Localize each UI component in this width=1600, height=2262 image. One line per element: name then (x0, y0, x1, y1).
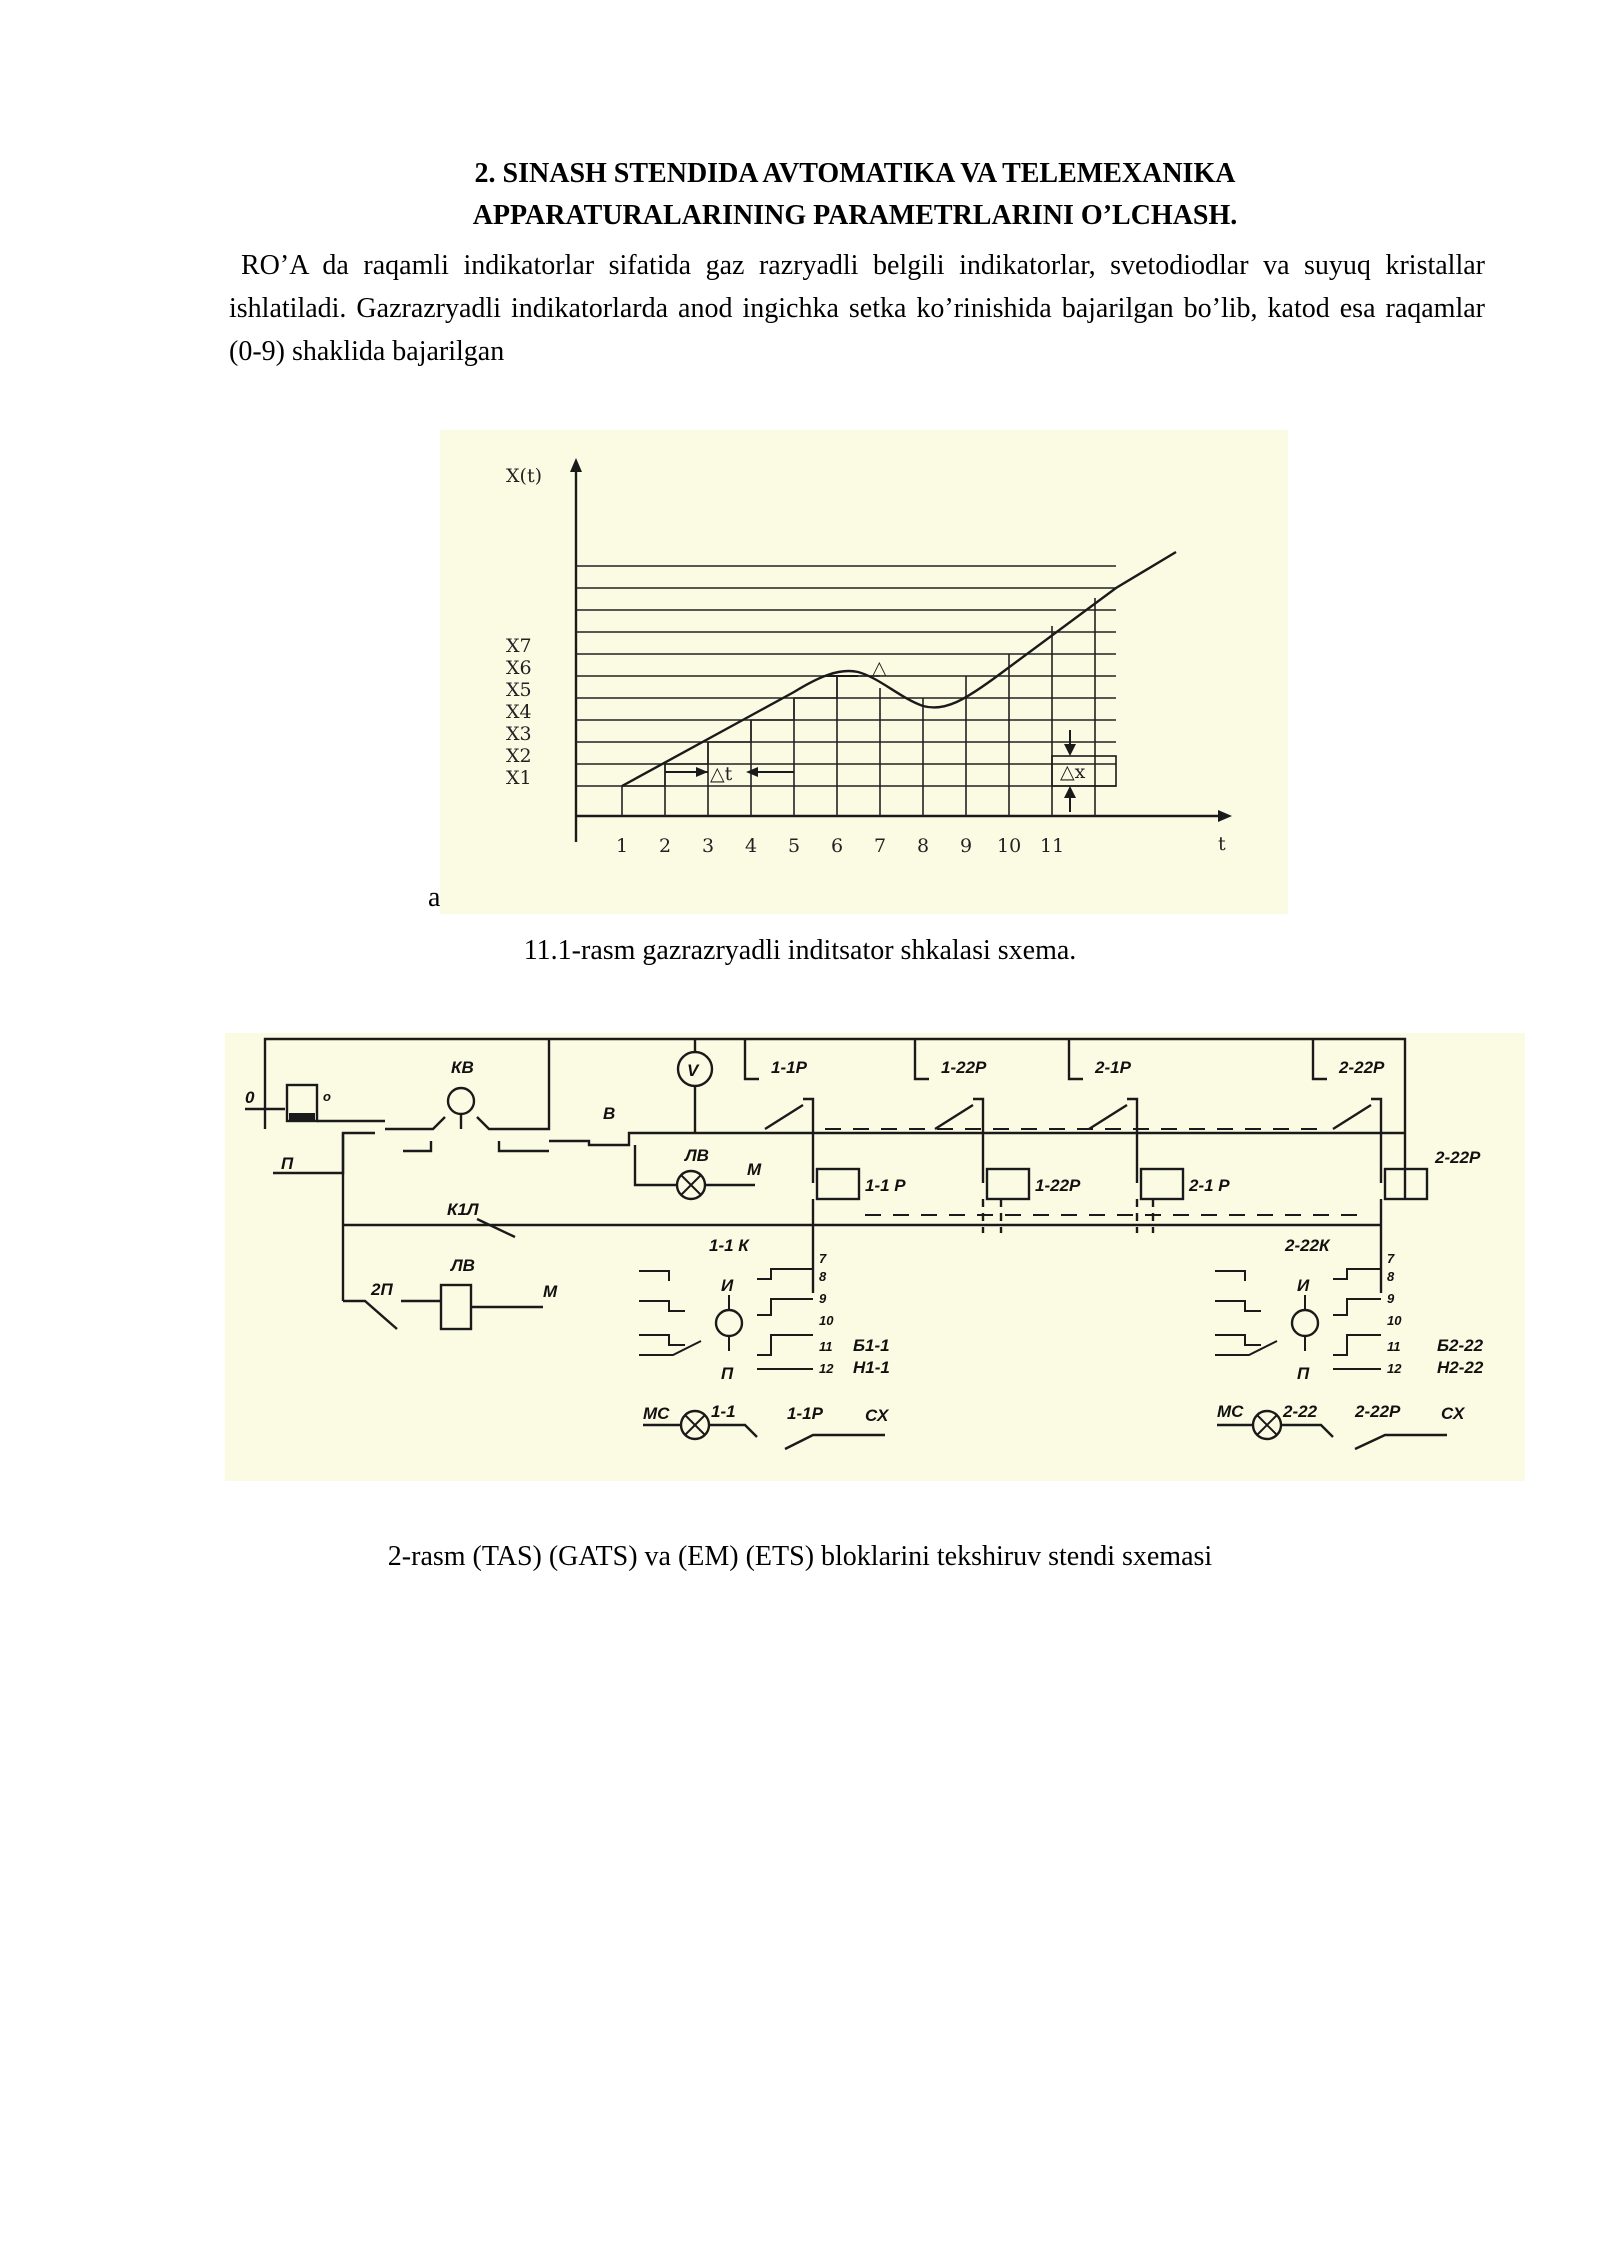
r122-contact-blade (935, 1105, 973, 1129)
r222-contact-blade (1333, 1105, 1371, 1129)
delta-x-top-arrowhead (1064, 744, 1076, 756)
x-tick: 4 (745, 835, 758, 857)
mc-right-label: МС (1217, 1402, 1244, 1421)
section-heading (230, 153, 1480, 237)
relay-contact-2-22p (1313, 1039, 1385, 1183)
relay-contact-2-1p (1069, 1039, 1137, 1183)
x-tick: 3 (702, 835, 715, 857)
figure1-caption: 11.1-rasm gazrazryadli inditsator shkalasi sxema. (523, 935, 1077, 966)
b11-label: Б1-1 (853, 1336, 890, 1355)
relay-contact-1-22p (915, 1039, 987, 1183)
r21-contact-label: 2-1Р (1095, 1058, 1131, 1077)
mc-left-label: МС (643, 1404, 670, 1423)
k1p-label: К1Л (447, 1200, 479, 1219)
relay-block-2-22k (1215, 1236, 1484, 1383)
r21-contact-top (1069, 1039, 1083, 1079)
terminal-p-route (325, 1133, 375, 1173)
k222-pin: 8 (1387, 1269, 1395, 1284)
k222-lamp (1292, 1310, 1318, 1336)
lamp-11-label: 1-1 (711, 1402, 736, 1421)
r122-contact-right (973, 1099, 983, 1183)
coil-21-label: 2-1 Р (1189, 1176, 1230, 1195)
body-paragraph (229, 244, 1485, 373)
k11-right-bracket-2 (757, 1299, 813, 1315)
r222-contact-right (1371, 1099, 1381, 1183)
cx-left-label: СХ (865, 1406, 889, 1425)
r11-contact-top (745, 1039, 759, 1079)
two-p-switch (343, 1301, 397, 1329)
coil-1-22p (987, 1169, 1029, 1199)
two-p-label: 2П (371, 1280, 393, 1299)
k11-right-bracket-1 (757, 1269, 813, 1279)
cx-right-label: СХ (1441, 1404, 1465, 1423)
r222-contact-label: 2-22Р (1339, 1058, 1385, 1077)
b-contact (549, 1133, 641, 1145)
k11-left-bracket-1 (639, 1271, 669, 1281)
coil-222-label: 2-22Р (1435, 1148, 1481, 1167)
x-axis-label: t (1218, 833, 1226, 855)
x-tick: 2 (659, 835, 672, 857)
h222-label: Н2-22 (1437, 1358, 1484, 1377)
figure2-caption: 2-rasm (TAS) (GATS) va (EM) (ETS) bloklarini tekshiruv stendi sxemasi (387, 1541, 1213, 1572)
b-label: В (603, 1104, 616, 1123)
k222-right-bracket-2 (1333, 1299, 1381, 1315)
y-axis-label: X(t) (506, 465, 542, 487)
i-left-label: И (721, 1276, 734, 1295)
k11-pin: 7 (819, 1251, 827, 1266)
h11-label: Н1-1 (853, 1358, 890, 1377)
kv-contact-left (385, 1117, 445, 1129)
k11-pin: 9 (819, 1291, 827, 1306)
lamp-11-contact (709, 1425, 757, 1437)
delta-x-label: △x (1060, 761, 1086, 783)
m-mid-label: М (543, 1282, 558, 1301)
delta-label: △ (872, 657, 887, 679)
k222-left-bracket-1 (1215, 1271, 1245, 1281)
r21-contact-right (1127, 1099, 1137, 1183)
indicator-scale-svg (440, 430, 1288, 914)
k222-right-bracket-1 (1333, 1269, 1381, 1279)
lv-top-label: ЛВ (685, 1146, 709, 1165)
coil-2-1p (1141, 1169, 1183, 1199)
kv-lower-right (499, 1141, 549, 1151)
coil-122-label: 1-22Р (1035, 1176, 1081, 1195)
level-label: X2 (506, 745, 532, 767)
i-right-label: И (1297, 1276, 1310, 1295)
level-label: X1 (506, 767, 532, 789)
r122-contact-top (915, 1039, 929, 1079)
k222-pin: 9 (1387, 1291, 1395, 1306)
level-label: X4 (506, 701, 532, 723)
r11-contact-blade (765, 1105, 803, 1129)
y-axis-arrow (570, 458, 582, 472)
r122-contact-label: 1-22Р (941, 1058, 987, 1077)
voltmeter-label: V (687, 1061, 699, 1080)
lamp-222-label: 2-22 (1283, 1402, 1318, 1421)
r222-bottom-contact (1355, 1435, 1447, 1449)
paragraph-text: RO’A da raqamli indikatorlar sifatida gaz razryadli belgili indikatorlar, svetodiodlar va suyuq kristallar ishlatiladi. Gazrazryadli indikatorlarda anod ingichka setka ko’rinishida bajarilgan bo’lib, katod esa raqamlar (0-9) shaklida bajarilgan (229, 250, 1485, 367)
k222-left-bracket-2 (1215, 1301, 1261, 1311)
kv-lower-left (403, 1141, 431, 1151)
terminal-o-label: 0 (245, 1088, 255, 1107)
k11-left-bracket-3 (639, 1335, 685, 1345)
signal-curve (622, 552, 1176, 786)
k222-pin: 12 (1387, 1361, 1402, 1376)
kv-label: КВ (451, 1058, 474, 1077)
r11-contact-right (803, 1099, 813, 1183)
x-tick: 6 (831, 835, 844, 857)
delta-x-bottom-arrowhead (1064, 786, 1076, 798)
k11-lamp (716, 1310, 742, 1336)
x-tick: 7 (874, 835, 887, 857)
k222-pin: 10 (1387, 1313, 1402, 1328)
coil-11-label: 1-1 Р (865, 1176, 906, 1195)
sample-bars (622, 598, 1095, 816)
delta-t-label: △t (710, 763, 733, 785)
k222-left-bracket-3 (1215, 1335, 1261, 1345)
switch-o-mark: о (323, 1089, 331, 1104)
heading-line-2: APPARATURALARINING PARAMETRLARINI O’LCHASH. (472, 200, 1238, 231)
coil-1-1p (817, 1169, 859, 1199)
kv-contact-right (477, 1039, 549, 1129)
lv-top-wire-left (635, 1145, 677, 1185)
k11-label: 1-1 К (709, 1236, 749, 1255)
k11-left-bracket-2 (639, 1301, 685, 1311)
kv-lamp (448, 1088, 474, 1114)
r11-contact-label: 1-1Р (771, 1058, 807, 1077)
level-label: X7 (506, 635, 532, 657)
delta-t-right-arrowhead (746, 767, 758, 777)
heading-line-1: 2. SINASH STENDIDA AVTOMATIKA VA TELEMEXANIKA (474, 158, 1236, 189)
k11-pin: 8 (819, 1269, 827, 1284)
k11-pin: 12 (819, 1361, 834, 1376)
indicator-scale-figure (440, 430, 1288, 914)
x-tick: 9 (960, 835, 973, 857)
x-tick: 5 (788, 835, 801, 857)
k222-label: 2-22К (1285, 1236, 1330, 1255)
relay-block-1-1k (639, 1236, 890, 1383)
x-tick: 8 (917, 835, 930, 857)
delta-t-marker (665, 763, 794, 785)
bottom-row-left (643, 1402, 890, 1449)
level-label: X6 (506, 657, 532, 679)
terminal-p-label: П (281, 1154, 294, 1173)
r222-bottom-label: 2-22Р (1355, 1402, 1401, 1421)
k222-right-bracket-3 (1333, 1335, 1381, 1355)
r21-contact-blade (1089, 1105, 1127, 1129)
k11-pin: 10 (819, 1313, 834, 1328)
level-label: X3 (506, 723, 532, 745)
x-tick: 10 (997, 835, 1022, 857)
m-top-label: М (747, 1160, 762, 1179)
k222-pin: 11 (1387, 1339, 1401, 1354)
r222-contact-top (1313, 1039, 1327, 1079)
level-label: X5 (506, 679, 532, 701)
k11-pin: 11 (819, 1339, 833, 1354)
top-bus (265, 1039, 1405, 1198)
lv-mid-label: ЛВ (451, 1256, 475, 1275)
p-right-label: П (1297, 1364, 1310, 1383)
switch-box-base (289, 1113, 315, 1121)
k1p-blade (477, 1219, 515, 1237)
r11-bottom-contact (785, 1435, 885, 1449)
p-left-label: П (721, 1364, 734, 1383)
b222-label: Б2-22 (1437, 1336, 1484, 1355)
x-axis-arrow (1218, 810, 1232, 822)
x-tick: 11 (1040, 835, 1065, 857)
x-tick: 1 (616, 835, 629, 857)
r11-bottom-label: 1-1Р (787, 1404, 823, 1423)
lv-mid-coil (441, 1285, 471, 1329)
k222-pin: 7 (1387, 1251, 1395, 1266)
test-stand-schematic (225, 1033, 1525, 1481)
schematic-svg (225, 1033, 1525, 1481)
delta-t-left-arrowhead (696, 767, 708, 777)
lamp-222-contact (1281, 1425, 1333, 1437)
figure-sublabel: a (428, 882, 441, 913)
k11-right-bracket-3 (757, 1335, 813, 1355)
bottom-row-right (1217, 1402, 1466, 1449)
